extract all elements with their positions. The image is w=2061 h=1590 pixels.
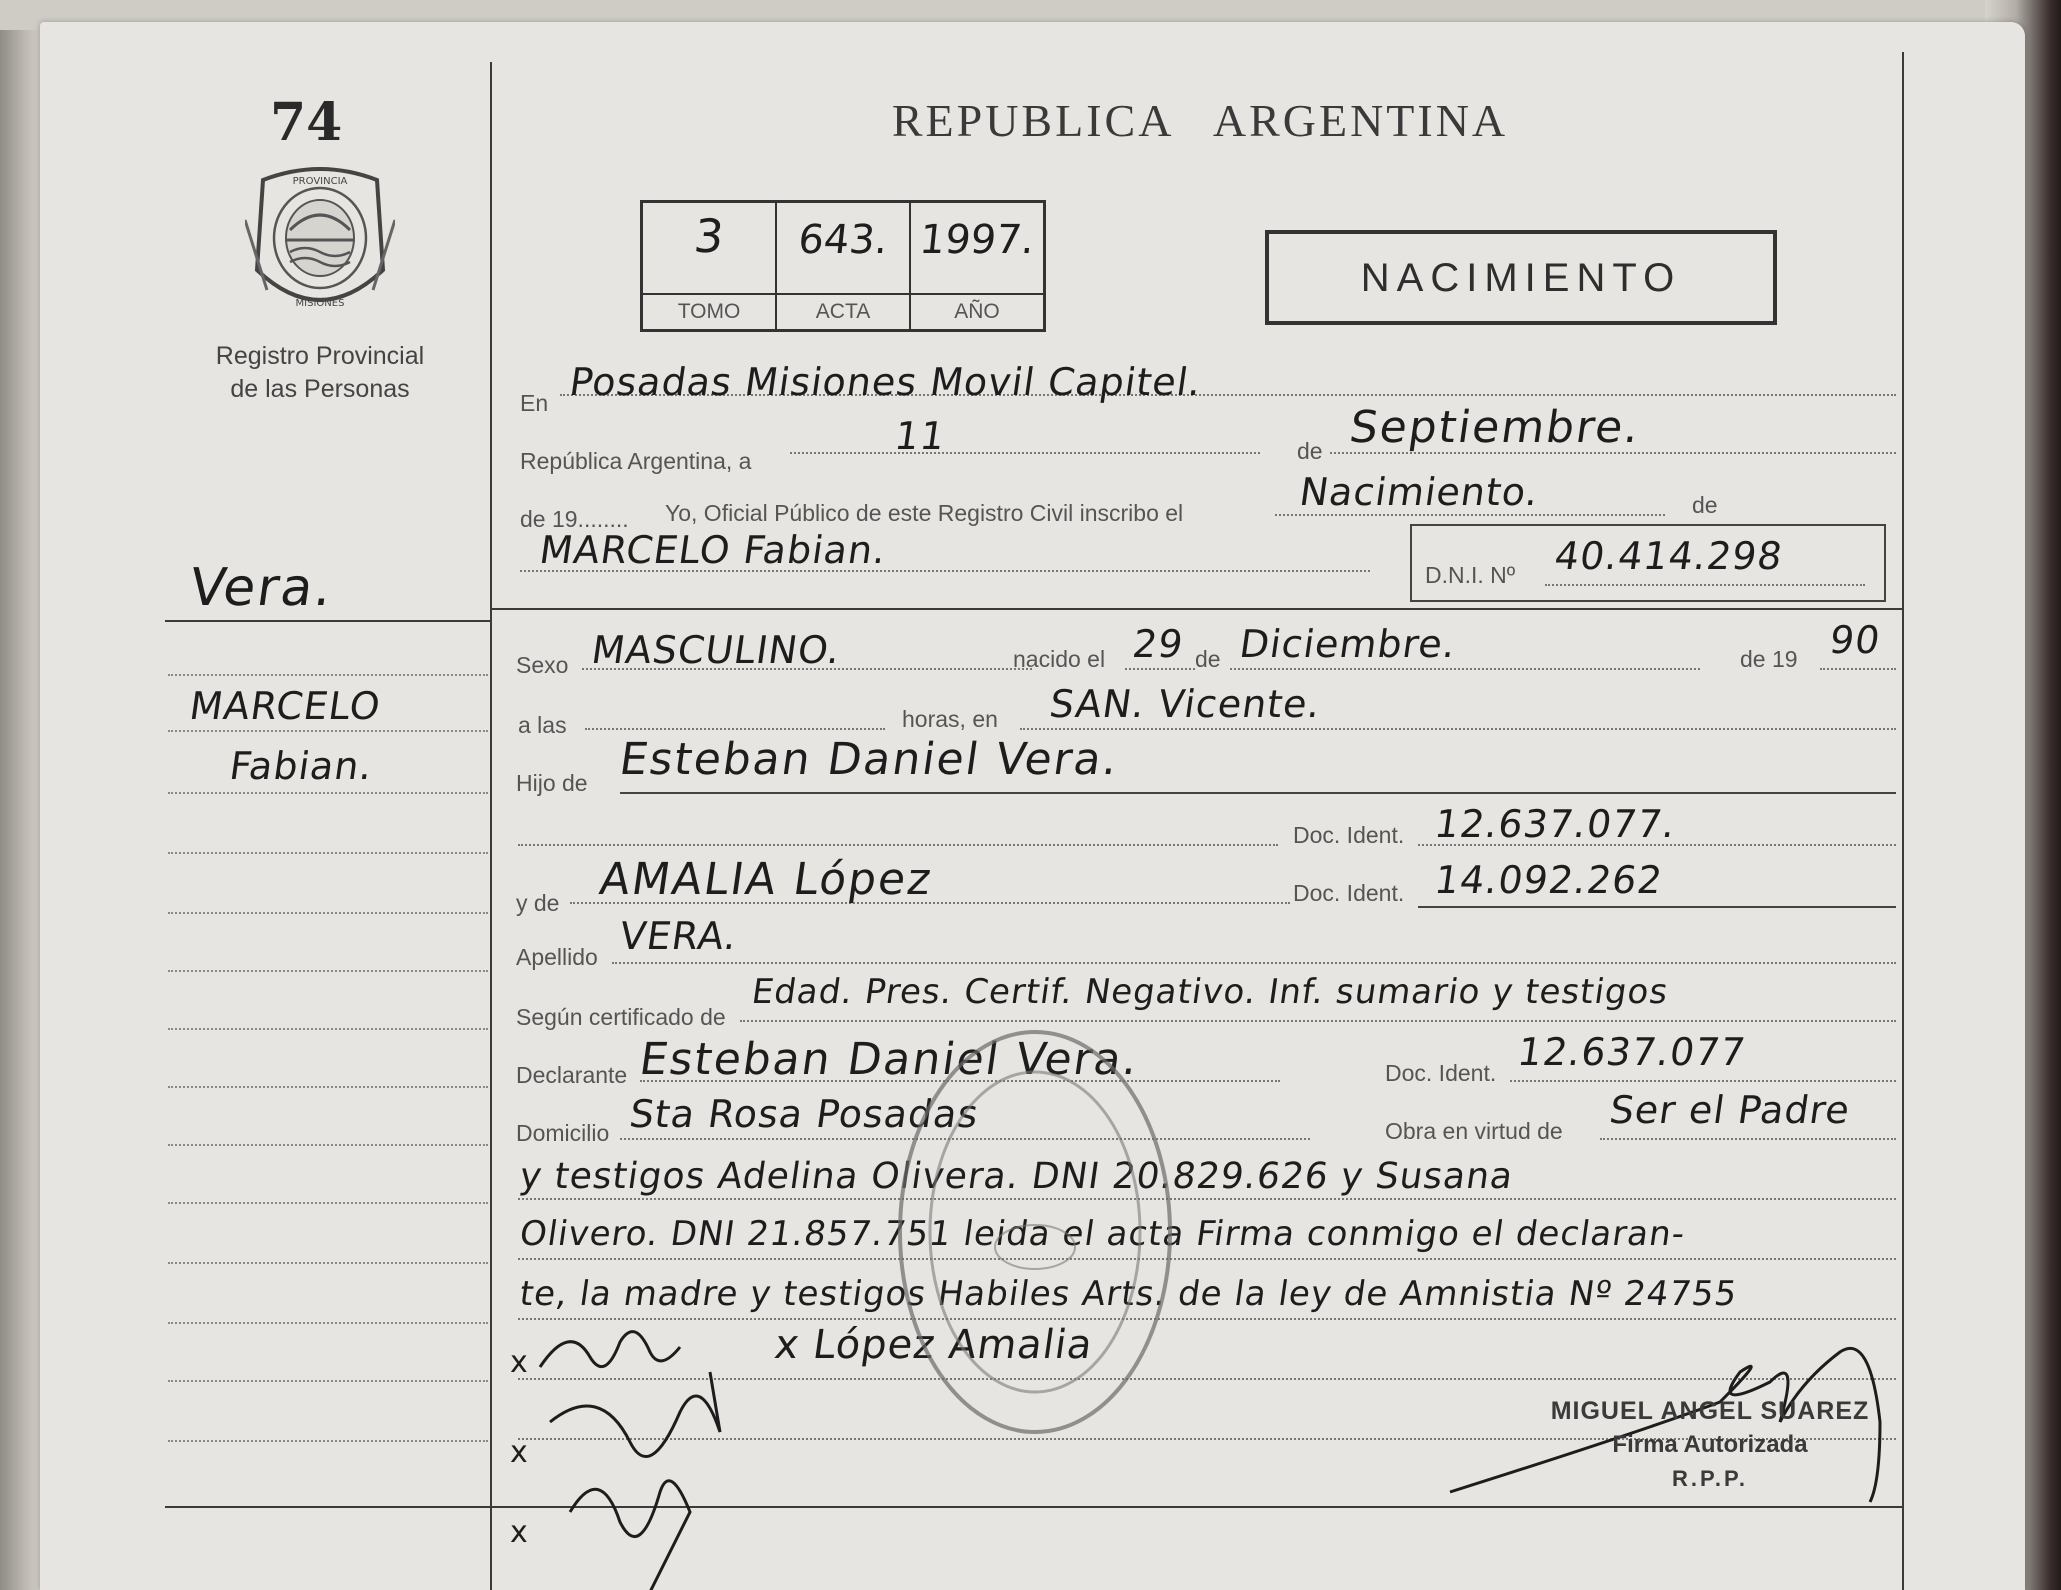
side-rule xyxy=(168,1322,488,1324)
label-yo-oficial: Yo, Oficial Público de este Registro Civil inscribo el xyxy=(665,500,1184,526)
label-de19: de 19........ xyxy=(520,506,629,532)
registry-label xyxy=(150,340,490,406)
authority-name: MIGUEL ANGEL SUAREZ xyxy=(1550,1397,1870,1425)
remarks-line-2: Olivero. DNI 21.857.751 leida el acta Firma conmigo el declaran- xyxy=(517,1214,1688,1254)
entry-dni: 40.414.298 xyxy=(1551,534,1786,578)
side-rule xyxy=(168,1086,488,1088)
label-nacido: nacido el xyxy=(1013,646,1106,672)
label-en: En xyxy=(520,390,549,416)
entry-father-doc: 12.637.077. xyxy=(1431,802,1679,846)
line-birth-place xyxy=(1020,728,1896,730)
entry-given-names: MARCELO Fabian. xyxy=(536,528,890,572)
label-de-year: de 19 xyxy=(1740,646,1798,672)
side-given-1: MARCELO xyxy=(186,684,384,728)
authority-role: Firma Autorizada xyxy=(1612,1431,1808,1458)
signature-mother: x López Amalia xyxy=(771,1322,1096,1368)
line-day xyxy=(790,452,1260,454)
label-a-las: a las xyxy=(518,712,567,738)
line-birth-year xyxy=(1820,668,1896,670)
label-apellido: Apellido xyxy=(516,944,598,970)
side-rule xyxy=(168,674,488,676)
line-act-kind xyxy=(1275,514,1665,516)
side-rule xyxy=(168,1262,488,1264)
label-doc-ident-1: Doc. Ident. xyxy=(1293,822,1405,848)
label-segun-certificado: Según certificado de xyxy=(516,1004,726,1030)
entry-father: Esteban Daniel Vera. xyxy=(616,734,1123,785)
seal-text-bottom: MISIONES xyxy=(295,298,345,309)
entry-birth-year: 90 xyxy=(1826,618,1884,662)
remarks-rule xyxy=(518,1258,1896,1260)
side-rule xyxy=(168,792,488,794)
tomo-value: 3 xyxy=(691,209,727,263)
entry-certificate: Edad. Pres. Certif. Negativo. Inf. sumario y testigos xyxy=(749,972,1672,1012)
side-rule xyxy=(168,970,488,972)
side-surname: Vera. xyxy=(185,558,338,618)
main-header-rule xyxy=(490,608,1902,610)
side-rule xyxy=(168,1202,488,1204)
svg-text:x: x xyxy=(510,1435,528,1470)
seal-text-top: PROVINCIA xyxy=(292,176,348,187)
entry-sex: MASCULINO. xyxy=(588,628,844,672)
line-father xyxy=(620,792,1896,794)
side-rule xyxy=(168,1028,488,1030)
entry-declarant: Esteban Daniel Vera. xyxy=(636,1034,1143,1085)
label-y-de: y de xyxy=(516,890,560,916)
entry-act-kind: Nacimiento. xyxy=(1296,470,1542,514)
registry-line-1: Registro Provincial xyxy=(215,342,425,370)
line-father-extra xyxy=(518,844,1278,846)
side-rule xyxy=(168,1144,488,1146)
side-given-2: Fabian. xyxy=(226,744,376,788)
remarks-line-1: y testigos Adelina Olivera. DNI 20.829.626 y Susana xyxy=(517,1156,1517,1197)
line-dni xyxy=(1545,584,1865,586)
left-column-divider xyxy=(490,62,492,1590)
svg-text:x: x xyxy=(510,1515,528,1550)
tomo-label: TOMO xyxy=(643,293,775,329)
entry-day: 11 xyxy=(891,414,949,458)
authority-office: R.P.P. xyxy=(1672,1466,1748,1491)
remarks-rule xyxy=(518,1198,1896,1200)
line-mother-doc xyxy=(1418,906,1896,908)
document-type-box: NACIMIENTO xyxy=(1265,230,1777,325)
left-header-rule xyxy=(165,620,490,622)
page-number: 74 xyxy=(270,92,343,153)
line-declarant-doc xyxy=(1510,1080,1896,1082)
entry-place: Posadas Misiones Movil Capitel. xyxy=(566,360,1205,404)
label-de-birth-month: de xyxy=(1195,646,1221,672)
line-by-virtue xyxy=(1600,1138,1896,1140)
label-hijo-de: Hijo de xyxy=(516,770,588,796)
anio-value: 1997. xyxy=(917,217,1037,263)
label-domicilio: Domicilio xyxy=(516,1120,610,1146)
provincia-misiones-seal-icon xyxy=(245,160,395,320)
svg-text:x: x xyxy=(510,1345,528,1380)
acta-value: 643. xyxy=(796,217,890,263)
entry-by-virtue: Ser el Padre xyxy=(1606,1088,1854,1132)
entry-birth-place: SAN. Vicente. xyxy=(1046,682,1324,726)
entry-month: Septiembre. xyxy=(1346,402,1645,453)
birth-record-page xyxy=(40,22,2025,1590)
side-rule xyxy=(168,912,488,914)
line-birth-day xyxy=(1125,668,1195,670)
registry-official-stamp xyxy=(890,1022,1180,1442)
label-declarante: Declarante xyxy=(516,1062,628,1088)
label-dni: D.N.I. Nº xyxy=(1425,562,1516,588)
line-hour xyxy=(585,728,885,730)
label-horas-en: horas, en xyxy=(902,706,998,732)
right-border xyxy=(1902,52,1904,1590)
entry-mother: AMALIA López xyxy=(596,854,937,905)
entry-domicile: Sta Rosa Posadas xyxy=(626,1092,982,1136)
side-rule xyxy=(168,1440,488,1442)
country-title: REPUBLICA ARGENTINA xyxy=(891,95,1509,146)
label-republica: República Argentina, a xyxy=(520,448,752,474)
registry-line-2: de las Personas xyxy=(230,375,410,403)
label-de-month: de xyxy=(1297,438,1323,464)
entry-birth-month: Diciembre. xyxy=(1236,622,1460,666)
entry-birth-day: 29 xyxy=(1129,622,1187,666)
acta-label: ACTA xyxy=(777,293,909,329)
line-surname xyxy=(612,962,1896,964)
side-rule xyxy=(168,852,488,854)
entry-declarant-doc: 12.637.077 xyxy=(1514,1030,1749,1074)
authority-stamp xyxy=(1520,1394,1900,1496)
line-birth-month xyxy=(1230,668,1700,670)
entry-surname: VERA. xyxy=(616,914,741,958)
side-rule xyxy=(168,1380,488,1382)
side-rule xyxy=(168,730,488,732)
label-doc-ident-3: Doc. Ident. xyxy=(1385,1060,1497,1086)
label-doc-ident-2: Doc. Ident. xyxy=(1293,880,1405,906)
act-id-box xyxy=(640,200,1046,332)
label-sexo: Sexo xyxy=(516,652,569,678)
remarks-line-3: te, la madre y testigos Habiles Arts. de la ley de Amnistia Nº 24755 xyxy=(517,1274,1740,1314)
label-obra-en-virtud: Obra en virtud de xyxy=(1385,1118,1563,1144)
acta-cell xyxy=(777,203,911,329)
anio-cell xyxy=(911,203,1043,329)
tomo-cell xyxy=(643,203,777,329)
label-de-end: de xyxy=(1692,492,1718,518)
anio-label: AÑO xyxy=(911,293,1043,329)
entry-mother-doc: 14.092.262 xyxy=(1431,858,1666,902)
